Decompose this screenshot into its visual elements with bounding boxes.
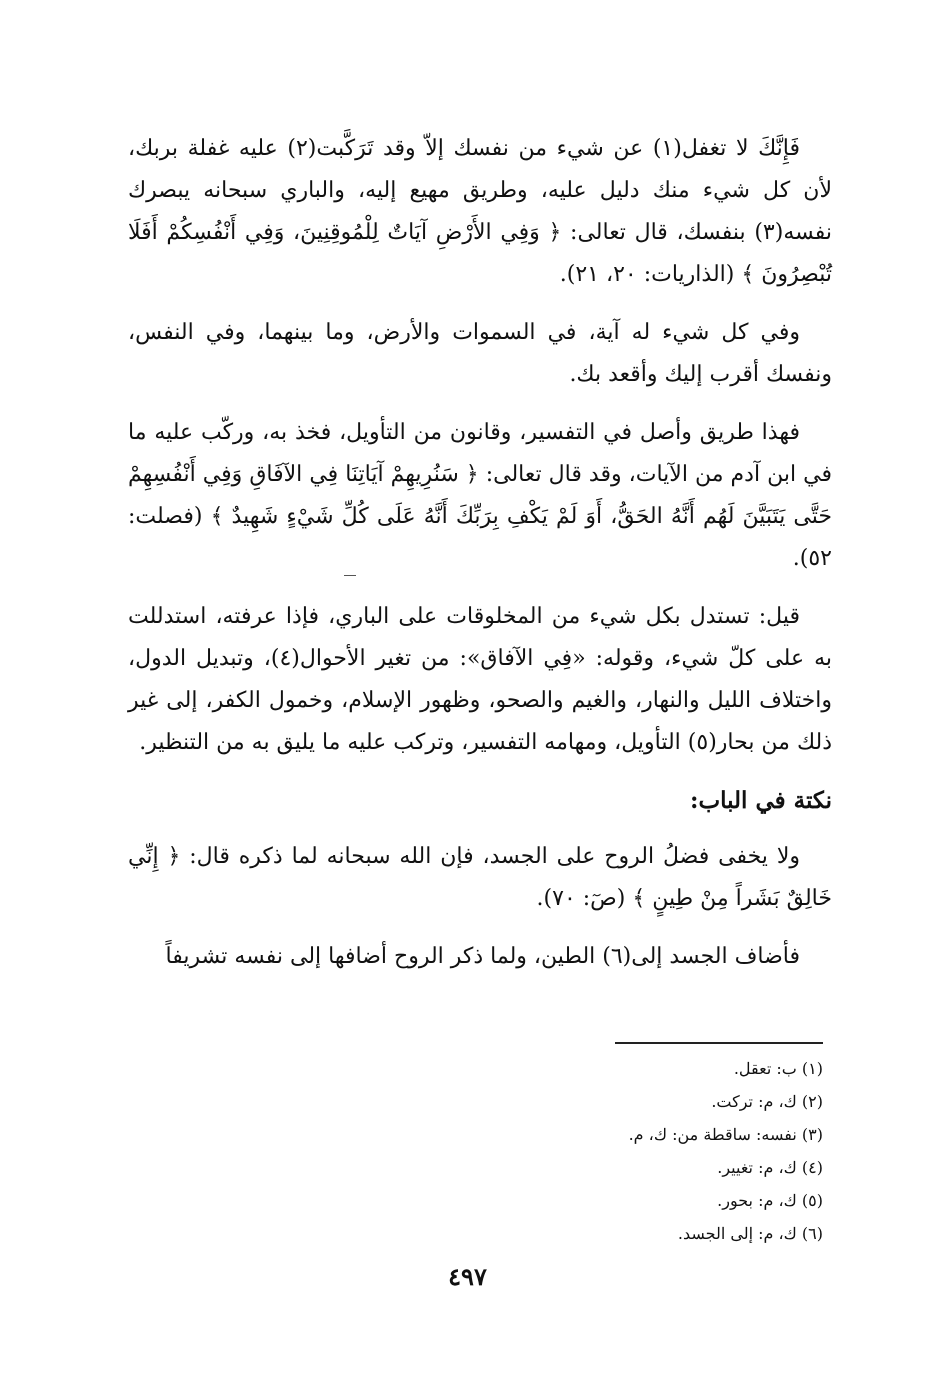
paragraph-3: فهذا طريق وأصل في التفسير، وقانون من التأويل، فخذ به، وركّب عليه ما في ابن آدم من الآيات، وقد قال تعالى: ﴿ سَنُرِيهِمْ آيَاتِنَا فِي الآفَاقِ وَفِي أَنْفُسِهِمْ حَتَّى يَتَبَيَّنَ لَهُم أَنَّهُ الحَقُّ، أَوَ لَمْ يَكْفِ بِرَبِّكَ أَنَّهُ عَلَى كُلِّ شَيْءٍ شَهِيدٌ ﴾ (فصلت: ٥٢). [128, 420, 832, 571]
page-number: ٤٩٧ [448, 1262, 487, 1291]
footnote-divider [615, 1042, 823, 1044]
footnote-4: (٤) ك، م: تغيير. [717, 1158, 823, 1177]
paragraph-1: فَإِنَّكَ لا تغفل(١) عن شيء من نفسك إلاّ وقد تَرَكَّبت(٢) عليه غفلة بربك، لأن كل شيء منك دليل عليه، وطريق مهيع إليه، والباري سبحانه يبصرك نفسه(٣) بنفسك، قال تعالى: ﴿ وَفِي الأَرْضِ آيَاتٌ لِلْمُوقِنِينَ، وَفِي أَنْفُسِكُمْ أَفَلَا تُبْصِرُونَ ﴾ (الذاريات: ٢٠، ٢١). [128, 136, 832, 287]
footnote-6: (٦) ك، م: إلى الجسد. [677, 1224, 823, 1243]
paragraph-4: قيل: تستدل بكل شيء من المخلوقات على الباري، فإذا عرفته، استدللت به على كلّ شيء، وقوله: «فِي الآفاق»: من تغير الأحوال(٤)، وتبديل الدول، واختلاف الليل والنهار، والغيم والصحو، وظهور الإسلام، وخمول الكفر، إلى غير ذلك من بحار(٥) التأويل، ومهامه التفسير، وتركب عليه ما يليق به من التنظير. [128, 604, 832, 755]
stray-dash-mark [344, 575, 356, 576]
footnote-3: (٣) نفسه: ساقطة من: ك، م. [628, 1125, 823, 1144]
footnote-1: (١) ب: تعقل. [733, 1059, 823, 1078]
footnote-5: (٥) ك، م: بحور. [717, 1191, 823, 1210]
paragraph-2: وفي كل شيء له آية، في السموات والأرض، وما بينهما، وفي النفس، ونفسك أقرب إليك وأقعد بك. [128, 320, 832, 387]
footnotes [323, 1052, 823, 1250]
paragraph-5: ولا يخفى فضلُ الروح على الجسد، فإن الله سبحانه لما ذكره قال: ﴿ إِنِّي خَالِقٌ بَشَراً مِنْ طِينٍ ﴾ (صٓ: ٧٠). [128, 844, 832, 911]
section-heading: نكتة في الباب: [689, 787, 832, 814]
paragraph-6: فأضاف الجسد إلى(٦) الطين، ولما ذكر الروح أضافها إلى نفسه تشريفاً [165, 944, 800, 969]
footnote-2: (٢) ك، م: تركت. [711, 1092, 823, 1111]
main-text [128, 128, 832, 994]
